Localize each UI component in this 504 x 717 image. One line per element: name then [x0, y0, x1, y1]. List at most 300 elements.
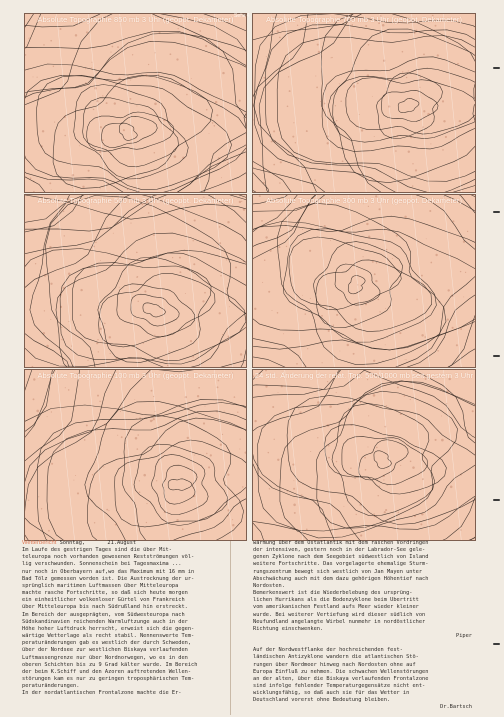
station-mark: [306, 529, 308, 531]
station-mark: [222, 334, 223, 335]
station-mark: [210, 454, 212, 456]
station-mark: [327, 142, 329, 144]
station-mark: [119, 287, 120, 288]
station-mark: [219, 226, 221, 228]
station-mark: [187, 437, 189, 439]
station-mark: [322, 362, 323, 363]
station-mark: [28, 500, 29, 501]
station-mark: [293, 488, 295, 490]
station-mark: [75, 475, 76, 476]
station-mark: [262, 282, 263, 283]
station-mark: [353, 353, 355, 355]
station-mark: [106, 509, 108, 511]
station-mark: [84, 439, 86, 441]
station-mark: [270, 250, 272, 252]
binding-mark: [493, 643, 500, 645]
isoline: [333, 68, 475, 142]
station-mark: [240, 439, 241, 440]
station-mark: [385, 509, 387, 511]
map-title-850mb: Absolute Topographie 850 mb 3 Uhr (geopot. Dekameter): [37, 15, 234, 24]
station-mark: [116, 362, 117, 363]
station-mark: [305, 313, 306, 314]
station-mark: [373, 394, 376, 397]
isoline: [143, 303, 166, 317]
isoline: [25, 14, 246, 192]
station-mark: [108, 510, 109, 511]
station-mark: [167, 365, 169, 367]
station-mark: [265, 236, 267, 238]
meridian-line: [412, 370, 430, 540]
station-mark: [91, 67, 92, 68]
station-mark: [100, 260, 101, 261]
station-mark: [212, 122, 214, 124]
station-mark: [200, 30, 202, 32]
station-mark: [71, 346, 72, 347]
isoline: [25, 14, 246, 192]
station-mark: [437, 350, 439, 352]
station-mark: [194, 455, 195, 456]
station-mark: [232, 519, 233, 520]
station-mark: [320, 101, 321, 102]
report-line: wärtige Wetterlage als recht stabil. Nennenswerte Tem-: [22, 633, 195, 640]
station-mark: [146, 503, 147, 504]
station-mark: [336, 314, 338, 316]
station-mark: [109, 336, 111, 338]
meridian-line: [183, 14, 201, 192]
station-mark: [426, 238, 427, 239]
station-mark: [456, 344, 458, 346]
station-mark: [33, 398, 35, 400]
station-mark: [465, 272, 466, 273]
station-mark: [205, 45, 207, 47]
report-left-column: [22, 540, 247, 697]
station-mark: [227, 474, 229, 476]
report-line: Auf der Nordwestflanke der hochreichenden fest-: [253, 647, 403, 654]
isoline: [253, 14, 475, 192]
weather-report: [22, 540, 480, 715]
station-mark: [398, 512, 399, 513]
station-mark: [253, 119, 254, 120]
isoline: [277, 36, 475, 182]
station-mark: [268, 291, 270, 293]
station-mark: [467, 231, 468, 232]
station-mark: [197, 395, 199, 397]
report-line: über der Nordsee zur westlichen Biskaya verlaufenden: [22, 647, 188, 654]
station-mark: [37, 77, 38, 78]
station-mark: [123, 129, 125, 131]
report-line: Abschwächung auch mit dem dazu gehörigen Höhentief nach: [253, 575, 429, 582]
isoline: [253, 14, 475, 192]
isoline: [25, 14, 246, 192]
station-mark: [359, 114, 360, 115]
isoline: [253, 14, 475, 192]
report-line: Nordosten.: [253, 582, 285, 589]
binding-mark: [493, 67, 500, 69]
station-mark: [190, 340, 192, 342]
station-mark: [363, 256, 364, 257]
station-mark: [42, 130, 44, 132]
station-mark: [151, 390, 153, 392]
isoline: [56, 233, 246, 367]
station-mark: [216, 114, 218, 116]
station-mark: [324, 225, 326, 227]
meridian-line: [57, 370, 75, 540]
station-mark: [232, 524, 234, 526]
station-mark: [310, 451, 311, 452]
station-mark: [350, 468, 351, 469]
report-line: ländischen Antizyklone wandern die atlantischen Stö-: [253, 654, 419, 661]
contour-chart-850mb: [25, 14, 246, 192]
station-mark: [331, 57, 332, 58]
report-right-text-2: [253, 647, 480, 704]
station-mark: [421, 275, 423, 277]
station-mark: [365, 469, 367, 471]
station-mark: [49, 91, 50, 92]
station-mark: [378, 299, 380, 301]
station-mark: [138, 301, 139, 302]
station-mark: [100, 188, 101, 189]
report-line: der beim K.Schiff und den Azoren auftretenden Wellen-: [22, 668, 192, 675]
station-mark: [176, 58, 178, 60]
meridian-line: [120, 370, 138, 540]
station-mark: [339, 83, 340, 84]
isoline: [25, 14, 246, 192]
station-mark: [220, 444, 222, 446]
isoline: [131, 294, 179, 326]
report-line: Südskandinavien reichenden Warmluftzunge auch in der: [22, 618, 188, 625]
binding-mark: [493, 211, 500, 213]
station-mark: [435, 439, 437, 441]
station-mark: [277, 30, 279, 32]
station-mark: [137, 434, 139, 436]
station-mark: [114, 102, 116, 104]
station-mark: [235, 266, 237, 268]
meridian-line: [88, 14, 106, 192]
station-mark: [221, 177, 222, 178]
station-mark: [293, 504, 296, 507]
report-line: Europa Einfluß zu nehmen. Die schwachen Wellenstörungen: [253, 668, 429, 675]
station-mark: [99, 151, 101, 153]
report-line: Bad Tölz gemessen worden ist. Die Austrocknung der ur-: [22, 575, 195, 582]
report-line: rungen über Nordmeer hinweg nach Nordosten ohne auf: [253, 661, 416, 668]
report-line: über Mitteleuropa bis nach Südrußland hin erstreckt.: [22, 604, 188, 611]
station-mark: [288, 76, 289, 77]
station-mark: [87, 360, 88, 361]
station-mark: [50, 319, 51, 320]
isoline: [119, 123, 137, 140]
station-mark: [33, 191, 34, 192]
report-line: lichen Hurrikans als die Bodenzyklone beim Übertritt: [253, 597, 419, 604]
station-mark: [447, 318, 449, 320]
map-850mb: [24, 13, 247, 193]
station-mark: [85, 68, 86, 69]
station-mark: [374, 136, 375, 137]
station-mark: [214, 125, 216, 127]
meridian-line: [151, 14, 169, 192]
report-line: Richtung einschwenken.: [253, 625, 324, 632]
isoline: [280, 381, 475, 538]
station-mark: [169, 351, 170, 352]
station-mark: [336, 392, 337, 393]
station-mark: [336, 461, 337, 462]
station-mark: [139, 491, 141, 493]
meridian-line: [120, 14, 138, 192]
report-line: Deutschland vorerst ohne Bedeutung bleiben.: [253, 697, 391, 704]
station-mark: [406, 359, 407, 360]
station-mark: [405, 359, 406, 360]
station-mark: [193, 240, 194, 241]
report-header-label: Wetterbericht: [22, 540, 57, 546]
binding-mark: [493, 499, 500, 501]
station-mark: [50, 40, 52, 42]
station-mark: [92, 474, 93, 475]
isoline: [25, 249, 246, 368]
station-mark: [317, 437, 318, 438]
station-mark: [360, 534, 362, 536]
station-mark: [302, 229, 303, 230]
contour-chart-700mb: [253, 14, 475, 192]
station-mark: [376, 262, 377, 263]
station-mark: [447, 289, 449, 291]
station-mark: [178, 28, 179, 29]
station-mark: [237, 412, 238, 413]
station-mark: [217, 386, 219, 388]
map-title-700mb: Absolute Topographie 700 mb 3 Uhr (geopot. Dekameter): [265, 15, 463, 24]
report-header-line: [22, 540, 247, 547]
station-mark: [97, 395, 99, 397]
station-mark: [61, 339, 63, 341]
station-mark: [277, 312, 279, 314]
meridian-line: [151, 370, 169, 540]
station-mark: [272, 310, 273, 311]
station-mark: [416, 299, 418, 301]
station-mark: [239, 100, 241, 102]
station-mark: [410, 461, 412, 463]
station-mark: [336, 120, 337, 121]
isoline: [25, 14, 246, 192]
station-mark: [46, 345, 48, 347]
report-line: sprünglich maritimen Luftmassen über Mitteleuropa: [22, 582, 179, 589]
station-mark: [328, 330, 330, 332]
station-mark: [132, 54, 133, 55]
station-mark: [442, 149, 444, 151]
isoline: [359, 440, 409, 480]
station-mark: [368, 206, 369, 207]
station-mark: [406, 77, 407, 78]
station-mark: [68, 321, 69, 322]
station-mark: [395, 150, 397, 152]
station-mark: [293, 122, 294, 123]
station-mark: [75, 34, 77, 36]
station-mark: [365, 25, 367, 27]
station-mark: [328, 457, 330, 459]
station-mark: [154, 152, 156, 154]
station-mark: [51, 463, 53, 465]
meridian-line: [120, 195, 138, 367]
station-mark: [375, 280, 377, 282]
meridian-line: [316, 14, 334, 192]
station-mark: [383, 479, 384, 480]
station-mark: [382, 24, 385, 27]
station-mark: [136, 252, 138, 254]
station-mark: [335, 105, 336, 106]
station-mark: [343, 506, 344, 507]
station-mark: [302, 295, 303, 296]
station-mark: [227, 162, 228, 163]
station-mark: [154, 103, 157, 106]
station-mark: [91, 62, 92, 63]
station-mark: [106, 102, 108, 104]
station-mark: [263, 77, 265, 79]
station-mark: [271, 141, 273, 143]
map-300mb: [252, 194, 476, 368]
report-date: 21.August: [107, 540, 137, 546]
report-right-column: [253, 540, 480, 712]
station-mark: [400, 465, 401, 466]
isoline: [346, 78, 475, 135]
station-mark: [404, 395, 406, 397]
station-mark: [294, 512, 296, 514]
report-line: ein einheitlicher wolkenloser Gürtel von Frankreich: [22, 597, 185, 604]
isoline: [253, 14, 475, 192]
station-mark: [264, 260, 265, 261]
station-mark: [379, 486, 380, 487]
station-mark: [421, 334, 423, 336]
station-mark: [48, 530, 50, 532]
station-mark: [277, 459, 279, 461]
station-mark: [301, 494, 303, 496]
station-mark: [280, 161, 282, 163]
station-mark: [154, 335, 155, 336]
station-mark: [283, 333, 284, 334]
station-mark: [254, 308, 256, 310]
station-mark: [150, 420, 153, 423]
station-mark: [289, 90, 291, 92]
report-line: vom amerikanischen Festland aufs Meer wieder kleiner: [253, 604, 419, 611]
station-mark: [130, 98, 132, 100]
station-mark: [261, 220, 263, 222]
isoline: [25, 14, 246, 192]
station-mark: [209, 133, 210, 134]
station-mark: [273, 164, 275, 166]
map-title-100mb: Absolute Topographie 100 mb 3 Uhr (geopot. Dekameter): [37, 371, 234, 380]
station-mark: [317, 401, 320, 404]
station-mark: [86, 31, 88, 33]
station-mark: [219, 312, 221, 314]
station-mark: [93, 109, 95, 111]
station-mark: [130, 223, 131, 224]
station-mark: [174, 155, 177, 158]
report-line: Bemerkenswert ist die Wiederbelebung des ursprüng-: [253, 590, 413, 597]
station-mark: [88, 170, 90, 172]
station-mark: [97, 339, 98, 340]
station-mark: [98, 351, 99, 352]
station-mark: [408, 70, 409, 71]
station-mark: [386, 405, 387, 406]
station-mark: [137, 285, 138, 286]
isoline: [168, 479, 192, 491]
isoline: [25, 64, 246, 192]
report-line: machte rasche Fortschritte, so daß sich heute morgen: [22, 590, 188, 597]
station-mark: [106, 226, 107, 227]
station-mark: [242, 486, 243, 487]
isoline: [283, 229, 436, 343]
station-mark: [314, 179, 316, 181]
station-mark: [204, 292, 206, 294]
isoline: [87, 418, 246, 540]
station-mark: [154, 411, 155, 412]
station-mark: [80, 314, 82, 316]
report-line: Im Bereich der ausgeprägten, vom Südwesteuropa nach: [22, 611, 185, 618]
station-mark: [63, 211, 64, 212]
report-line: rungszentrum bewegt sich westlich von Jan Mayen unter: [253, 568, 423, 575]
station-mark: [185, 293, 186, 294]
station-mark: [65, 387, 66, 388]
meridian-line: [443, 14, 461, 192]
station-mark: [419, 87, 420, 88]
station-mark: [274, 439, 275, 440]
station-mark: [348, 408, 349, 409]
station-mark: [120, 411, 121, 412]
station-mark: [292, 464, 294, 466]
station-mark: [412, 163, 413, 164]
station-mark: [460, 328, 462, 330]
report-left-text: [22, 547, 247, 697]
station-mark: [172, 257, 173, 258]
station-mark: [198, 387, 200, 389]
station-mark: [412, 466, 415, 469]
isoline: [265, 24, 475, 192]
station-mark: [72, 187, 73, 188]
station-mark: [139, 480, 140, 481]
station-mark: [77, 492, 79, 494]
report-line: wurde. Bei weiterer Vertiefung wird dieser südlich von: [253, 611, 426, 618]
station-mark: [28, 68, 29, 69]
station-mark: [368, 44, 369, 45]
report-line: In der nordatlantischen Frontalzone machte die Er-: [22, 690, 182, 697]
station-mark: [186, 94, 188, 96]
station-mark: [30, 177, 32, 179]
station-mark: [208, 466, 210, 468]
station-mark: [340, 100, 342, 102]
page-label: Seite 4: [234, 13, 250, 19]
station-mark: [442, 100, 444, 102]
station-mark: [211, 106, 212, 107]
station-mark: [144, 290, 146, 292]
station-mark: [402, 71, 403, 72]
station-mark: [430, 143, 431, 144]
station-mark: [205, 406, 206, 407]
report-line: wicklungsfähig, so daß auch sie für das Wetter in: [253, 690, 410, 697]
station-mark: [372, 96, 373, 97]
meridian-line: [151, 195, 169, 367]
station-mark: [47, 416, 48, 417]
station-mark: [117, 46, 119, 48]
station-mark: [298, 409, 299, 410]
station-mark: [441, 439, 444, 442]
station-mark: [331, 57, 332, 58]
report-line: lig verschwunden. Sonnenschein bei Tagesmaxima ...: [22, 561, 182, 568]
station-mark: [95, 242, 96, 243]
station-mark: [224, 411, 225, 412]
isoline: [25, 14, 246, 192]
map-700mb: [252, 13, 476, 193]
report-line: genen Zyklone nach dem Seegebiet südwestlich von Island: [253, 554, 429, 561]
station-mark: [64, 135, 66, 137]
station-mark: [36, 410, 39, 413]
station-mark: [273, 130, 275, 132]
isoline: [253, 14, 475, 192]
